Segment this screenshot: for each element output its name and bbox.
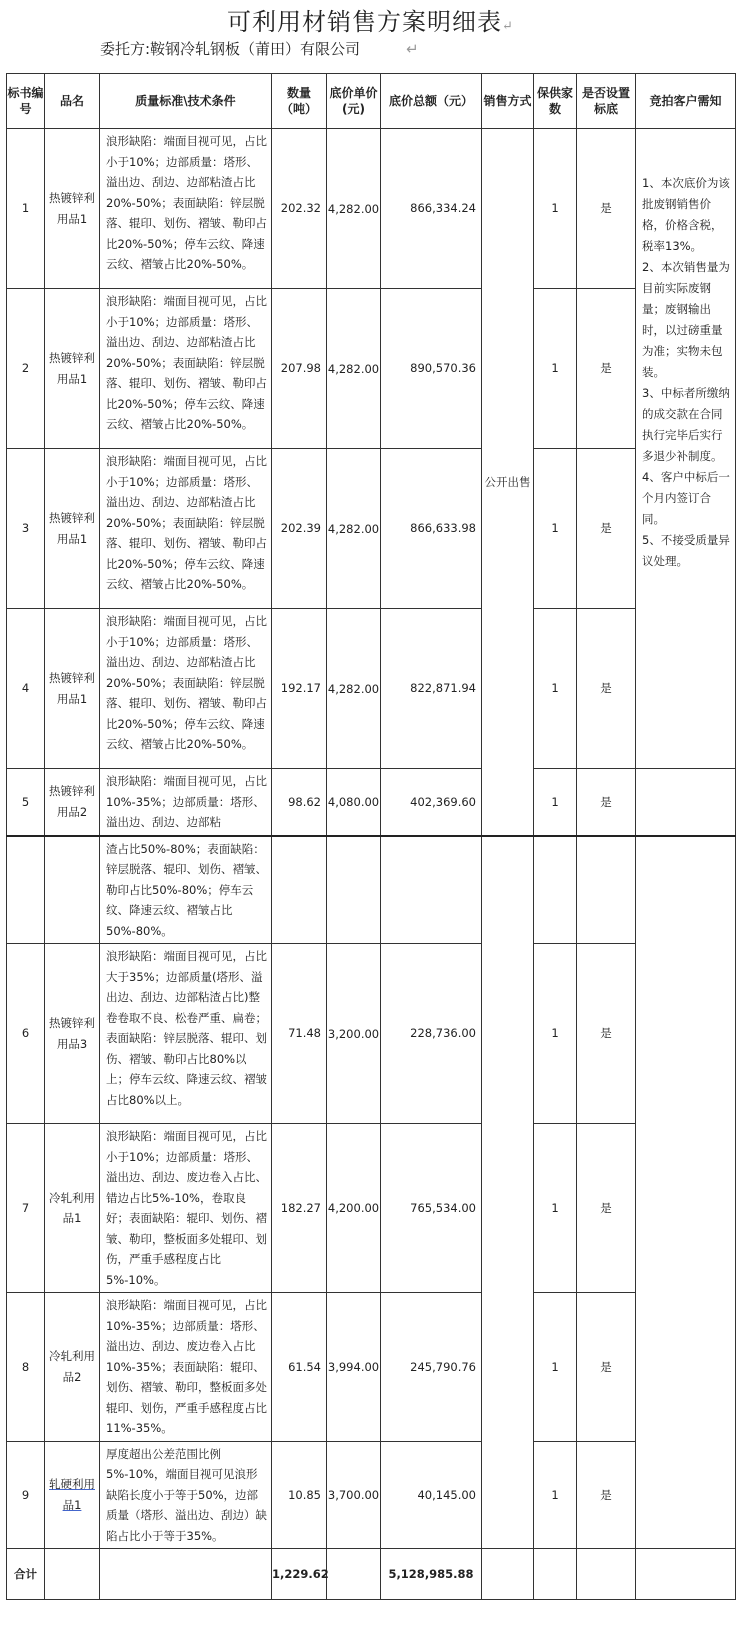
row-no: 5 (7, 769, 45, 836)
row-total: 866,334.24 (381, 129, 482, 289)
notice-blank (636, 769, 736, 836)
blank-cell (45, 836, 100, 944)
row-quality: 浪形缺陷：端面目视可见，占比小于10%；边部质量：塔形、溢出边、刮边、边部粘渣占比20%-50%；表面缺陷：锌层脱落、辊印、划伤、褶皱、勒印占比20%-50%；停车云纹、降速云纹、褶皱占比20%-50%。 (100, 289, 272, 449)
blank-cell (100, 1549, 272, 1600)
row-name: 冷轧利用品1 (45, 1124, 100, 1293)
row-total: 866,633.98 (381, 449, 482, 609)
table-row (7, 449, 736, 609)
row-has-base: 是 (577, 1124, 636, 1293)
row-qty: 192.17 (272, 609, 327, 769)
row-qty: 98.62 (272, 769, 327, 836)
row-unit-price: 4,282.00 (327, 289, 381, 449)
header-sale-method: 销售方式 (482, 74, 534, 129)
table-header-row (7, 74, 736, 129)
blank-cell (577, 836, 636, 944)
blank-cell (381, 836, 482, 944)
blank-cell (327, 1549, 381, 1600)
row-has-base: 是 (577, 1293, 636, 1442)
total-qty: 1,229.62 (272, 1549, 327, 1600)
row-guarantee: 1 (534, 1441, 577, 1549)
row-quality: 浪形缺陷：端面目视可见，占比小于10%；边部质量：塔形、溢出边、刮边、边部粘渣占比20%-50%；表面缺陷：锌层脱落、辊印、划伤、褶皱、勒印占比20%-50%；停车云纹、降速云纹、褶皱占比20%-50%。 (100, 609, 272, 769)
row-unit-price: 4,282.00 (327, 609, 381, 769)
row-quality-cont: 渣占比50%-80%；表面缺陷：锌层脱落、辊印、划伤、褶皱、勒印占比50%-80%；停车云纹、降速云纹、褶皱占比50%-80%。 (100, 836, 272, 944)
page-title: 可利用材销售方案明细表↵ (227, 8, 514, 36)
header-total-price: 底价总额（元） (381, 74, 482, 129)
row-unit-price: 4,200.00 (327, 1124, 381, 1293)
row-no: 3 (7, 449, 45, 609)
row-qty: 207.98 (272, 289, 327, 449)
row-total: 822,871.94 (381, 609, 482, 769)
table-row (7, 609, 736, 769)
row-total: 40,145.00 (381, 1441, 482, 1549)
row-no: 1 (7, 129, 45, 289)
row-qty: 61.54 (272, 1293, 327, 1442)
row-name: 热镀锌利用品2 (45, 769, 100, 836)
row-quality: 浪形缺陷：端面目视可见，占比小于10%；边部质量：塔形、溢出边、刮边、边部粘渣占比20%-50%；表面缺陷：锌层脱落、辊印、划伤、褶皱、勒印占比20%-50%；停车云纹、降速云纹、褶皱占比20%-50%。 (100, 449, 272, 609)
row-quality: 浪形缺陷：端面目视可见，占比小于10%；边部质量：塔形、溢出边、刮边、边部粘渣占比20%-50%；表面缺陷：锌层脱落、辊印、划伤、褶皱、勒印占比20%-50%；停车云纹、降速云纹、褶皱占比20%-50%。 (100, 129, 272, 289)
sales-detail-table (6, 73, 736, 1600)
row-unit-price: 4,080.00 (327, 769, 381, 836)
row-quality: 浪形缺陷：端面目视可见，占比10%-35%；边部质量：塔形、溢出边、刮边、边部粘 (100, 769, 272, 836)
header-name: 品名 (45, 74, 100, 129)
header-no: 标书编号 (7, 74, 45, 129)
row-name: 轧硬利用品1 (45, 1441, 100, 1549)
row-total: 228,736.00 (381, 944, 482, 1124)
row-name: 热镀锌利用品1 (45, 289, 100, 449)
table-row (7, 129, 736, 289)
row-has-base: 是 (577, 944, 636, 1124)
sale-method-cell: 公开出售 (482, 129, 534, 836)
row-total: 245,790.76 (381, 1293, 482, 1442)
row-quality: 厚度超出公差范围比例5%-10%，端面目视可见浪形缺陷长度小于等于50%，边部质量（塔形、溢出边、刮边）缺陷占比小于等于35%。 (100, 1441, 272, 1549)
customer-notice: 1、本次底价为该批废钢销售价格，价格含税，税率13%。 2、本次销售量为目前实际废钢量；废钢输出时，以过磅重量为准；实物未包装。 3、中标者所缴纳的成交款在合同执行完毕后实行多退少补制度。 4、客户中标后一个月内签订合同。 5、不接受质量异议处理。 (636, 129, 736, 769)
header-qty: 数量（吨） (272, 74, 327, 129)
blank-cell (7, 836, 45, 944)
row-no: 7 (7, 1124, 45, 1293)
row-no: 6 (7, 944, 45, 1124)
row-guarantee: 1 (534, 1293, 577, 1442)
row-guarantee: 1 (534, 1124, 577, 1293)
row-guarantee: 1 (534, 129, 577, 289)
row-has-base: 是 (577, 449, 636, 609)
row-has-base: 是 (577, 289, 636, 449)
table-row (7, 1441, 736, 1549)
row-qty: 10.85 (272, 1441, 327, 1549)
row-no: 9 (7, 1441, 45, 1549)
row-total: 890,570.36 (381, 289, 482, 449)
header-guarantee: 保供家数 (534, 74, 577, 129)
blank-cell (272, 836, 327, 944)
row-unit-price: 4,282.00 (327, 449, 381, 609)
row-quality: 浪形缺陷：端面目视可见，占比10%-35%；边部质量：塔形、溢出边、刮边、废边卷入占比10%-35%；表面缺陷：辊印、划伤、褶皱、勒印，整板面多处辊印、划伤，严重手感程度占比11%-35%。 (100, 1293, 272, 1442)
row-quality: 浪形缺陷：端面目视可见，占比大于35%；边部质量(塔形、溢出边、刮边、边部粘渣占比)整卷卷取不良、松卷严重、扁卷；表面缺陷：锌层脱落、辊印、划伤、褶皱、勒印占比80%以上；停车云纹、降速云纹、褶皱占比80%以上。 (100, 944, 272, 1124)
row-unit-price: 3,700.00 (327, 1441, 381, 1549)
row-guarantee: 1 (534, 944, 577, 1124)
row-total: 765,534.00 (381, 1124, 482, 1293)
row-guarantee: 1 (534, 449, 577, 609)
total-amount: 5,128,985.88 (381, 1549, 482, 1600)
row-name: 冷轧利用品2 (45, 1293, 100, 1442)
row-guarantee: 1 (534, 769, 577, 836)
blank-cell (482, 836, 534, 1549)
header-has-base: 是否设置标底 (577, 74, 636, 129)
row-name: 热镀锌利用品1 (45, 449, 100, 609)
row-has-base: 是 (577, 1441, 636, 1549)
blank-cell (636, 1549, 736, 1600)
blank-cell (327, 836, 381, 944)
row-no: 2 (7, 289, 45, 449)
blank-cell (482, 1549, 534, 1600)
page-subtitle: 委托方:鞍钢冷轧钢板（莆田）有限公司 ↵ (100, 40, 419, 58)
row-name: 热镀锌利用品3 (45, 944, 100, 1124)
row-name: 热镀锌利用品1 (45, 609, 100, 769)
table-row (7, 1124, 736, 1293)
row-name: 热镀锌利用品1 (45, 129, 100, 289)
header-quality: 质量标准\技术条件 (100, 74, 272, 129)
table-row (7, 944, 736, 1124)
table-row (7, 769, 736, 836)
row-has-base: 是 (577, 769, 636, 836)
blank-cell (577, 1549, 636, 1600)
table-row (7, 1293, 736, 1442)
row-guarantee: 1 (534, 289, 577, 449)
row-has-base: 是 (577, 129, 636, 289)
row-total: 402,369.60 (381, 769, 482, 836)
blank-cell (636, 836, 736, 1549)
row-guarantee: 1 (534, 609, 577, 769)
header-unit-price: 底价单价(元) (327, 74, 381, 129)
table-row-continued (7, 836, 736, 944)
row-unit-price: 3,200.00 (327, 944, 381, 1124)
blank-cell (534, 836, 577, 944)
row-has-base: 是 (577, 609, 636, 769)
row-qty: 71.48 (272, 944, 327, 1124)
table-row (7, 289, 736, 449)
row-no: 8 (7, 1293, 45, 1442)
total-row (7, 1549, 736, 1600)
total-label: 合计 (7, 1549, 45, 1600)
row-no: 4 (7, 609, 45, 769)
row-unit-price: 3,994.00 (327, 1293, 381, 1442)
header-notice: 竞拍客户需知 (636, 74, 736, 129)
blank-cell (45, 1549, 100, 1600)
row-qty: 202.39 (272, 449, 327, 609)
row-qty: 182.27 (272, 1124, 327, 1293)
row-unit-price: 4,282.00 (327, 129, 381, 289)
row-quality: 浪形缺陷：端面目视可见，占比小于10%；边部质量：塔形、溢出边、刮边、废边卷入占比、错边占比5%-10%，卷取良好；表面缺陷：辊印、划伤、褶皱、勒印，整板面多处辊印、划伤，严重手感程度占比5%-10%。 (100, 1124, 272, 1293)
row-qty: 202.32 (272, 129, 327, 289)
blank-cell (534, 1549, 577, 1600)
